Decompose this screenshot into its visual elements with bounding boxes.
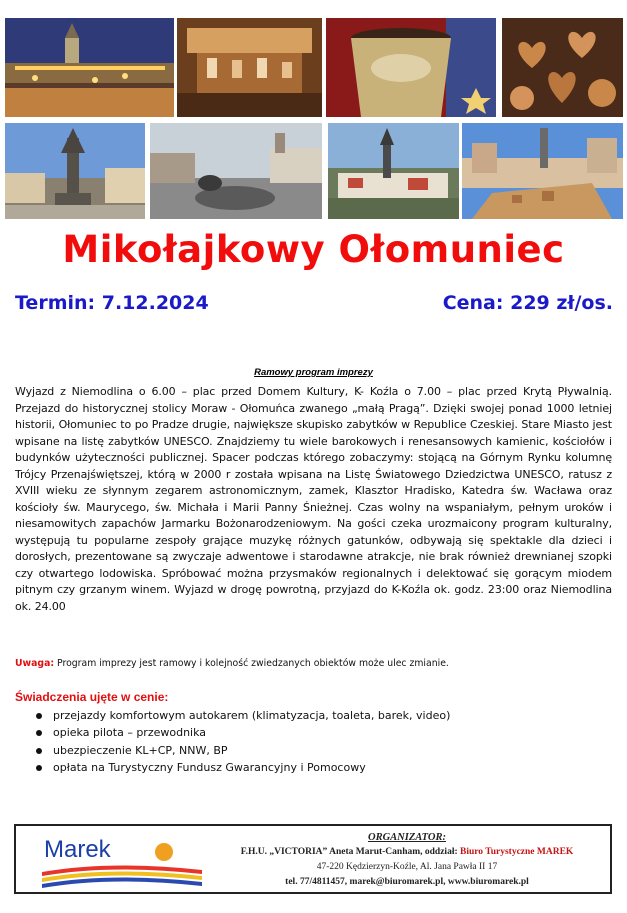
logo-text: Marek	[44, 836, 111, 863]
list-item: opieka pilota – przewodnika	[36, 724, 450, 741]
included-list	[36, 707, 450, 776]
program-description: Wyjazd z Niemodlina o 6.00 – plac przed Domem Kultury, K- Koźla o 7.00 – plac przed Krytą Pływalnią. Przejazd do historycznej stolicy Moraw - Ołomuńca zwanego „małą Pragą”. Dzięki swojej ponad 1000 letniej historii, Ołomuniec to po Pradze drugie, największe skupisko zabytków w Republice Czeskiej. Stare Miasto jest wpisane na listę zabytków UNESCO. Znajdziemy tu wiele barokowych i renesansowych kamienic, kościołów i budynków użyteczności publicznej. Spacer podczas którego zobaczymy: stojącą na Górnym Rynku kolumnę Trójcy Przenajświętszej, którą w 2000 r została wpisana na Listę Światowego Dziedzictwa UNESCO, ratusz z XVIII wieku ze słynnym zegarem astronomicznym, zamek, Klasztor Hradisko, Katedra św. Wacława oraz kościoły św. Maurycego, św. Michała i Marii Panny Śnieżnej. Czas wolny na wspaniałym, pełnym uroków i niesamowitych zapachów Jarmarku Bożonarodzeniowym. Na gości czeka urozmaicony program kulturalny, występują tu popularne zespoły grające muzykę różnych gatunków, odbywają się spektakle dla dzieci i dorosłych, prezentowane są zwyczaje adwentowe i starodawne atrakcje, nie brak również drewnianej szopki czy otwartego lodowiska. Spróbować można przysmaków regionalnych i delektować się gorącym miodem pitnym czy grzanym winem. Wyjazd w drogę powrotną, przyjazd do K-Koźla ok. godz. 23:00 oraz Niemodlina ok. 24.00	[15, 385, 612, 613]
holy-trinity-column-photo	[5, 123, 145, 219]
note-text: Program imprezy jest ramowy i kolejność zwiedzanych obiektów może ulec zmianie.	[57, 658, 449, 669]
page-title: Mikołajkowy Ołomuniec	[62, 228, 565, 271]
company-branch: Biuro Turystyczne MAREK	[460, 847, 574, 857]
organizer-heading: ORGANIZATOR:	[368, 832, 446, 843]
program-note	[15, 658, 615, 669]
organizer-contact: tel. 77/4811457, marek@biuromarek.pl, www.biuromarek.pl	[285, 877, 529, 887]
list-item: ubezpieczenie KL+CP, NNW, BP	[36, 742, 450, 759]
company-name: F.H.U. „VICTORIA” Aneta Marut-Canham, oddział:	[240, 847, 458, 857]
square-panorama-photo	[150, 123, 322, 219]
olomouc-skyline-photo	[328, 123, 459, 219]
included-heading: Świadczenia ujęte w cenie:	[15, 690, 169, 704]
list-item: opłata na Turystyczny Fundusz Gwarancyjny i Pomocowy	[36, 759, 450, 776]
note-label: Uwaga:	[15, 658, 55, 669]
christmas-market-stall-photo	[177, 18, 322, 117]
city-model-photo	[462, 123, 623, 219]
organizer-company	[212, 845, 602, 860]
olomouc-night-square-photo	[5, 18, 174, 117]
marek-logo	[22, 830, 212, 890]
organizer-address: 47-220 Kędzierzyn-Koźle, Al. Jana Pawła II 17	[316, 862, 498, 872]
organizer-info	[212, 830, 602, 890]
mulled-wine-cup-photo	[326, 18, 496, 117]
gingerbread-cookies-photo	[502, 18, 623, 117]
list-item: przejazdy komfortowym autokarem (klimatyzacja, toaleta, barek, video)	[36, 707, 450, 724]
trip-price: Cena: 229 zł/os.	[442, 292, 613, 314]
organizer-box	[14, 824, 612, 894]
trip-date: Termin: 7.12.2024	[15, 292, 209, 314]
program-heading: Ramowy program imprezy	[254, 367, 373, 378]
